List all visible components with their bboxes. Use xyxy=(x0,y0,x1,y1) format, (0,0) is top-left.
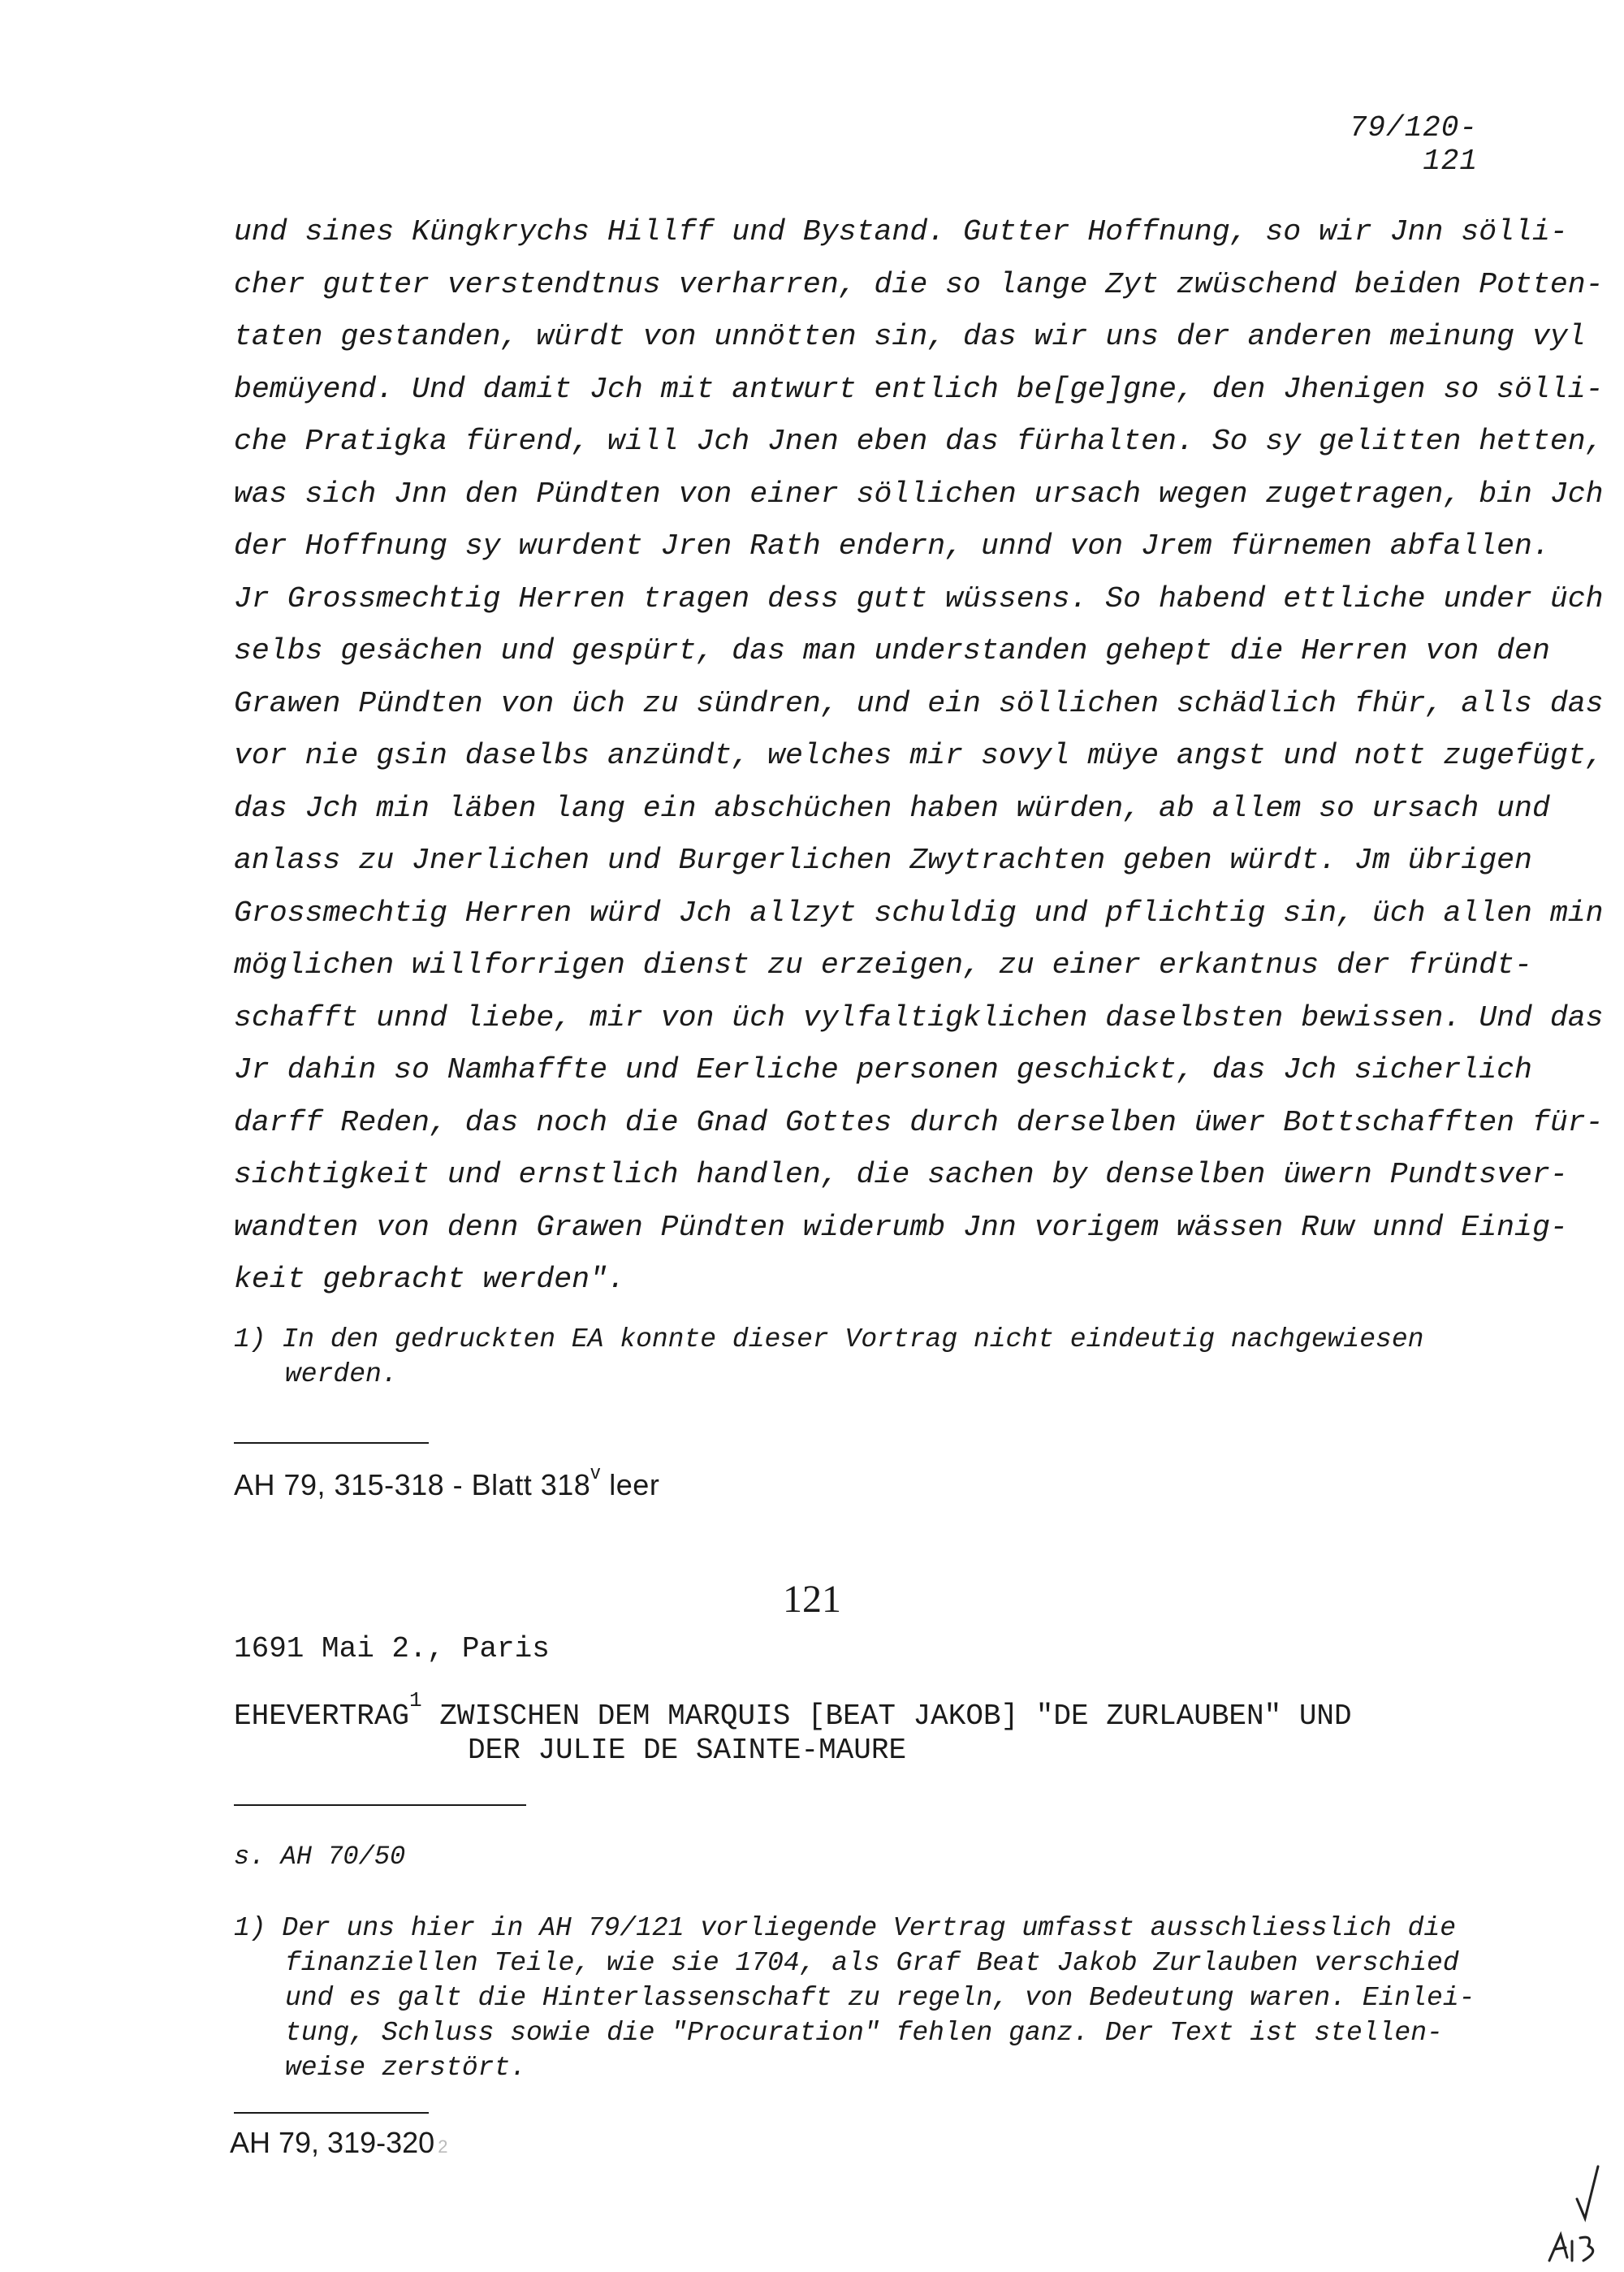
footnote-line: weise zerstört. xyxy=(285,2053,527,2083)
handwritten-check-mark-icon xyxy=(1543,2160,1608,2266)
quote-line: Grossmechtig Herren würd Jch allzyt schuldig und pflichtig sin, üch allen min xyxy=(234,896,1604,930)
quote-line: und sines Küngkrychs Hillff und Bystand. Gutter Hoffnung, so wir Jnn sölli- xyxy=(234,215,1568,248)
quote-line: wandten von denn Grawen Pündten widerumb Jnn vorigem wässen Ruw unnd Einig- xyxy=(234,1210,1568,1244)
page-number: 79/120-121 xyxy=(1349,111,1478,178)
section-divider xyxy=(234,1804,526,1806)
faint-mark: 2 xyxy=(438,2136,448,2157)
footnote-line: 1) In den gedruckten EA konnte dieser Vortrag nicht eindeutig nachgewiesen xyxy=(234,1324,1424,1354)
title-line-1b: ZWISCHEN DEM MARQUIS [BEAT JAKOB] "DE ZURLAUBEN" UND xyxy=(421,1700,1352,1733)
footnote-divider-2 xyxy=(234,2112,429,2114)
quote-line: möglichen willforrigen dienst zu erzeigen, zu einer erkantnus der fründt- xyxy=(234,948,1532,982)
title-line-2: DER JULIE DE SAINTE-MAURE xyxy=(468,1734,907,1767)
title-footnote-mark: 1 xyxy=(409,1688,422,1713)
quote-line: schafft unnd liebe, mir von üch vylfaltigklichen daselbsten bewissen. Und das xyxy=(234,1000,1604,1034)
source-citation-2-text: AH 79, 319-320 xyxy=(230,2126,435,2159)
quote-line: sichtigkeit und ernstlich handlen, die sachen by denselben üwern Pundtsver- xyxy=(234,1158,1568,1191)
footnote-line: 1) Der uns hier in AH 79/121 vorliegende Vertrag umfasst ausschliesslich die xyxy=(234,1913,1457,1943)
quote-line: keit gebracht werden". xyxy=(234,1263,625,1296)
footnote-2 xyxy=(234,1911,1501,2085)
document-number: 121 xyxy=(783,1578,841,1621)
quote-line: Jr Grossmechtig Herren tragen dess gutt wüssens. So habend ettliche under üch xyxy=(234,581,1604,616)
footnote-line: tung, Schluss sowie die "Procuration" fehlen ganz. Der Text ist stellen- xyxy=(285,2018,1443,2048)
quote-line: selbs gesächen und gespürt, das man understanden gehept die Herren von den xyxy=(234,634,1550,667)
quote-line: cher gutter verstendtnus verharren, die so lange Zyt zwüschend beiden Potten- xyxy=(234,267,1604,301)
footnote-line: finanziellen Teile, wie sie 1704, als Graf Beat Jakob Zurlauben verschied xyxy=(285,1948,1459,1978)
quote-line: Grawen Pündten von üch zu sündren, und ein söllichen schädlich fhür, alls das xyxy=(234,686,1604,720)
source-citation-text: AH 79, 315-318 - Blatt 318 xyxy=(234,1468,591,1501)
quote-line: darff Reden, das noch die Gnad Gottes durch derselben üwer Bottschafften für- xyxy=(234,1105,1604,1139)
document-date: 1691 Mai 2., Paris xyxy=(234,1632,550,1665)
quote-line: das Jch min läben lang ein abschüchen haben würden, ab allem so ursach und xyxy=(234,791,1550,825)
quote-line: der Hoffnung sy wurdent Jren Rath endern, unnd von Jrem fürnemen abfallen. xyxy=(234,529,1550,563)
quote-line: che Pratigka fürend, will Jch Jnen eben das fürhalten. So sy gelitten hetten, xyxy=(234,425,1604,458)
title-line-1a: EHEVERTRAG xyxy=(234,1700,410,1733)
quote-line: anlass zu Jnerlichen und Burgerlichen Zwytrachten geben würdt. Jm übrigen xyxy=(234,844,1532,877)
quote-line: vor nie gsin daselbs anzündt, welches mir sovyl müye angst und nott zugefügt, xyxy=(234,739,1604,772)
quote-line: Jr dahin so Namhaffte und Eerliche personen geschickt, das Jch sicherlich xyxy=(234,1053,1532,1086)
quote-line: taten gestanden, würdt von unnötten sin, das wir uns der anderen meinung vyl xyxy=(234,320,1586,353)
quoted-letter-text xyxy=(234,206,1604,1307)
footnote-divider xyxy=(234,1442,429,1444)
cross-reference: s. AH 70/50 xyxy=(234,1842,406,1872)
verso-mark: v xyxy=(590,1462,601,1484)
footnote-line: und es galt die Hinterlassenschaft zu regeln, von Bedeutung waren. Einlei- xyxy=(285,1983,1475,2013)
quote-line: bemüyend. Und damit Jch mit antwurt entlich be[ge]gne, den Jhenigen so sölli- xyxy=(234,372,1604,406)
document-title xyxy=(234,1683,1352,1768)
footnote-1 xyxy=(234,1322,1501,1392)
quote-line: was sich Jnn den Pündten von einer söllichen ursach wegen zugetragen, bin Jch xyxy=(234,477,1604,511)
footnote-line: werden. xyxy=(285,1359,398,1389)
source-citation-2 xyxy=(230,2126,447,2160)
source-citation xyxy=(234,1462,659,1502)
source-citation-suffix: leer xyxy=(600,1468,660,1501)
